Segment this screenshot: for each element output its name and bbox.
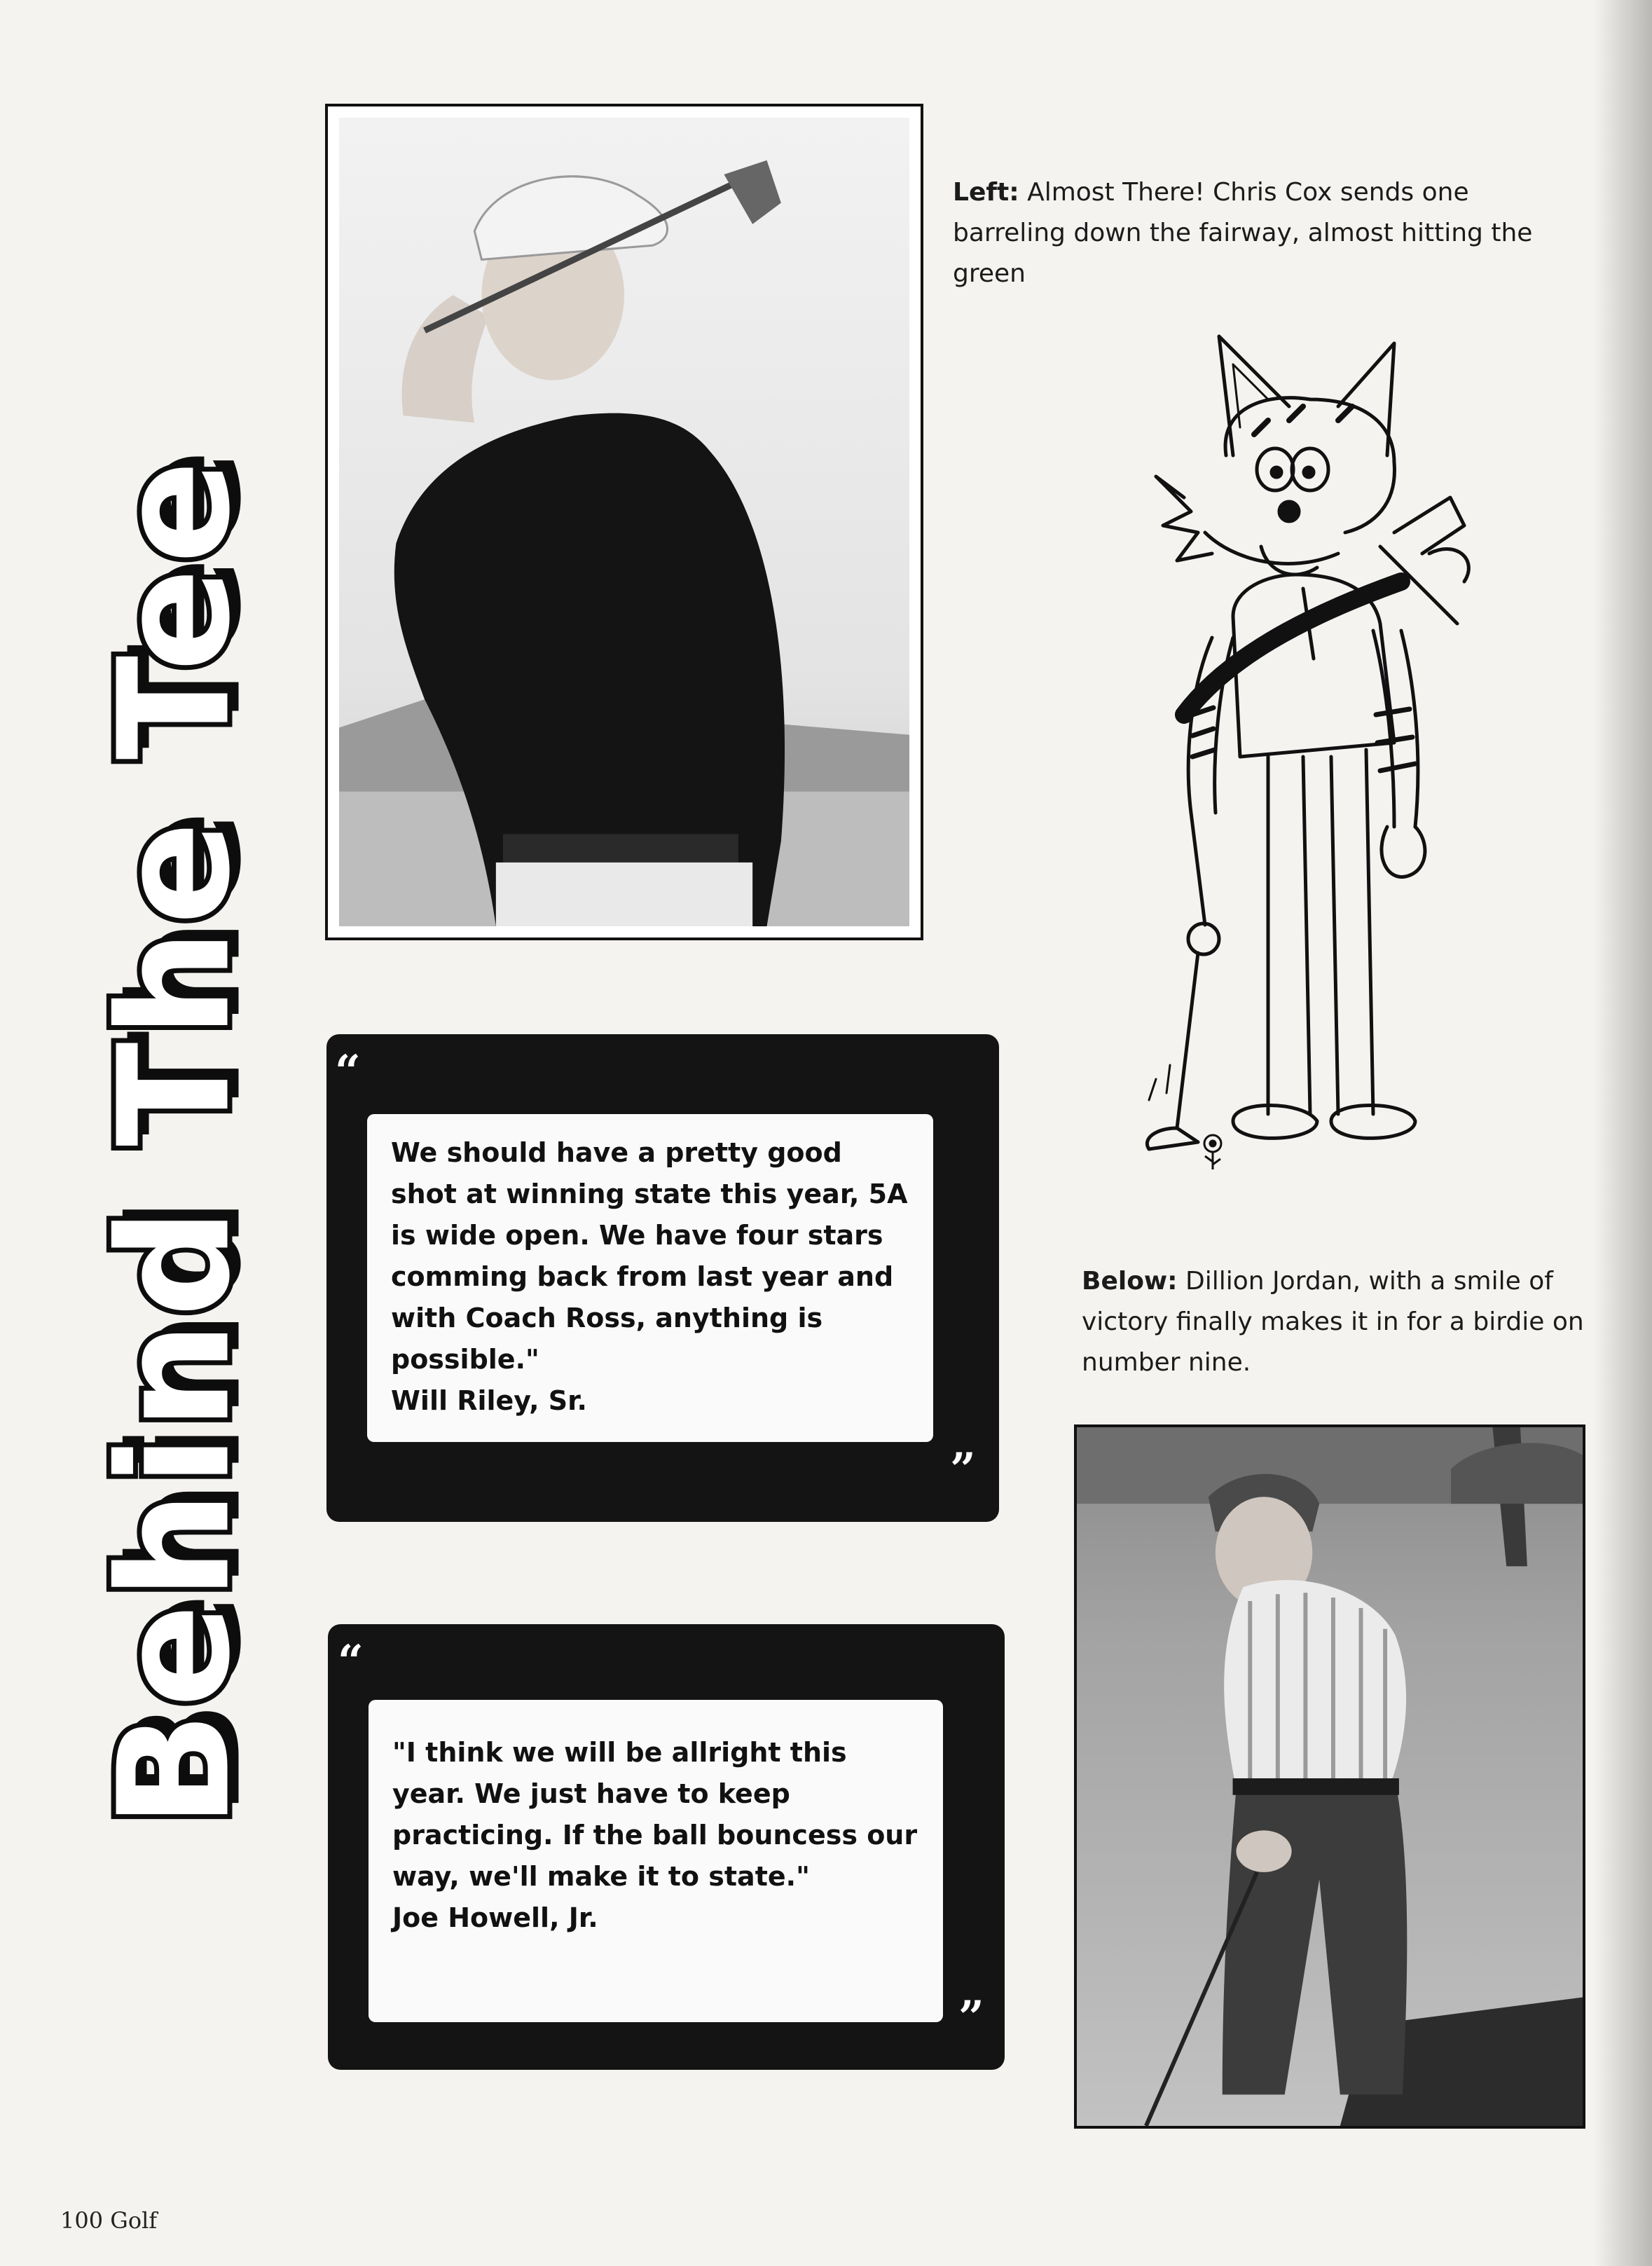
quote-attribution: Joe Howell, Jr. bbox=[392, 1902, 598, 1933]
open-quote-mark: “ bbox=[338, 1635, 364, 1688]
caption-below-text: Dillion Jordan, with a smile of victory finally makes it in for a birdie on number nine. bbox=[1082, 1267, 1584, 1377]
caption-left-label: Left: bbox=[953, 178, 1019, 207]
quote-body: We should have a pretty good shot at winning state this year, 5A is wide open. We have four stars comming back from last year and with Coach Ross, anything is possible." bbox=[391, 1137, 908, 1375]
quote-box-will-riley bbox=[326, 1034, 999, 1522]
title-column bbox=[84, 322, 266, 1962]
golfer-putting-photo bbox=[1074, 1424, 1585, 2129]
quote-panel bbox=[370, 1117, 930, 1439]
quote-box-joe-howell bbox=[328, 1624, 1005, 2070]
open-quote-mark: “ bbox=[335, 1045, 361, 1098]
page-folio: 100 Golf bbox=[60, 2207, 158, 2234]
golfer-swing-image bbox=[339, 118, 909, 926]
quote-attribution: Will Riley, Sr. bbox=[391, 1385, 587, 1416]
quote-text bbox=[392, 1732, 926, 1939]
quote-body: "I think we will be allright this year. We just have to keep practicing. If the ball bouncess our way, we'll make it to state." bbox=[392, 1737, 918, 1892]
golfer-putting-image bbox=[1077, 1427, 1583, 2126]
quote-text bbox=[391, 1132, 916, 1422]
quote-panel bbox=[371, 1703, 940, 2019]
caption-left-text: Almost There! Chris Cox sends one barreling down the fairway, almost hitting the green bbox=[953, 178, 1533, 288]
page-title: Behind The Tee bbox=[86, 455, 264, 1829]
caption-left bbox=[953, 172, 1583, 294]
flower-doodle-icon bbox=[1195, 1131, 1230, 1173]
golfer-swing-photo bbox=[325, 104, 923, 940]
caption-below-label: Below: bbox=[1082, 1267, 1178, 1296]
close-quote-mark: ” bbox=[958, 1991, 984, 2044]
caption-below bbox=[1082, 1261, 1586, 1383]
close-quote-mark: ” bbox=[950, 1443, 976, 1496]
tiger-mascot-golfer-drawing bbox=[1128, 322, 1520, 1184]
binding-shadow bbox=[1594, 0, 1652, 2266]
